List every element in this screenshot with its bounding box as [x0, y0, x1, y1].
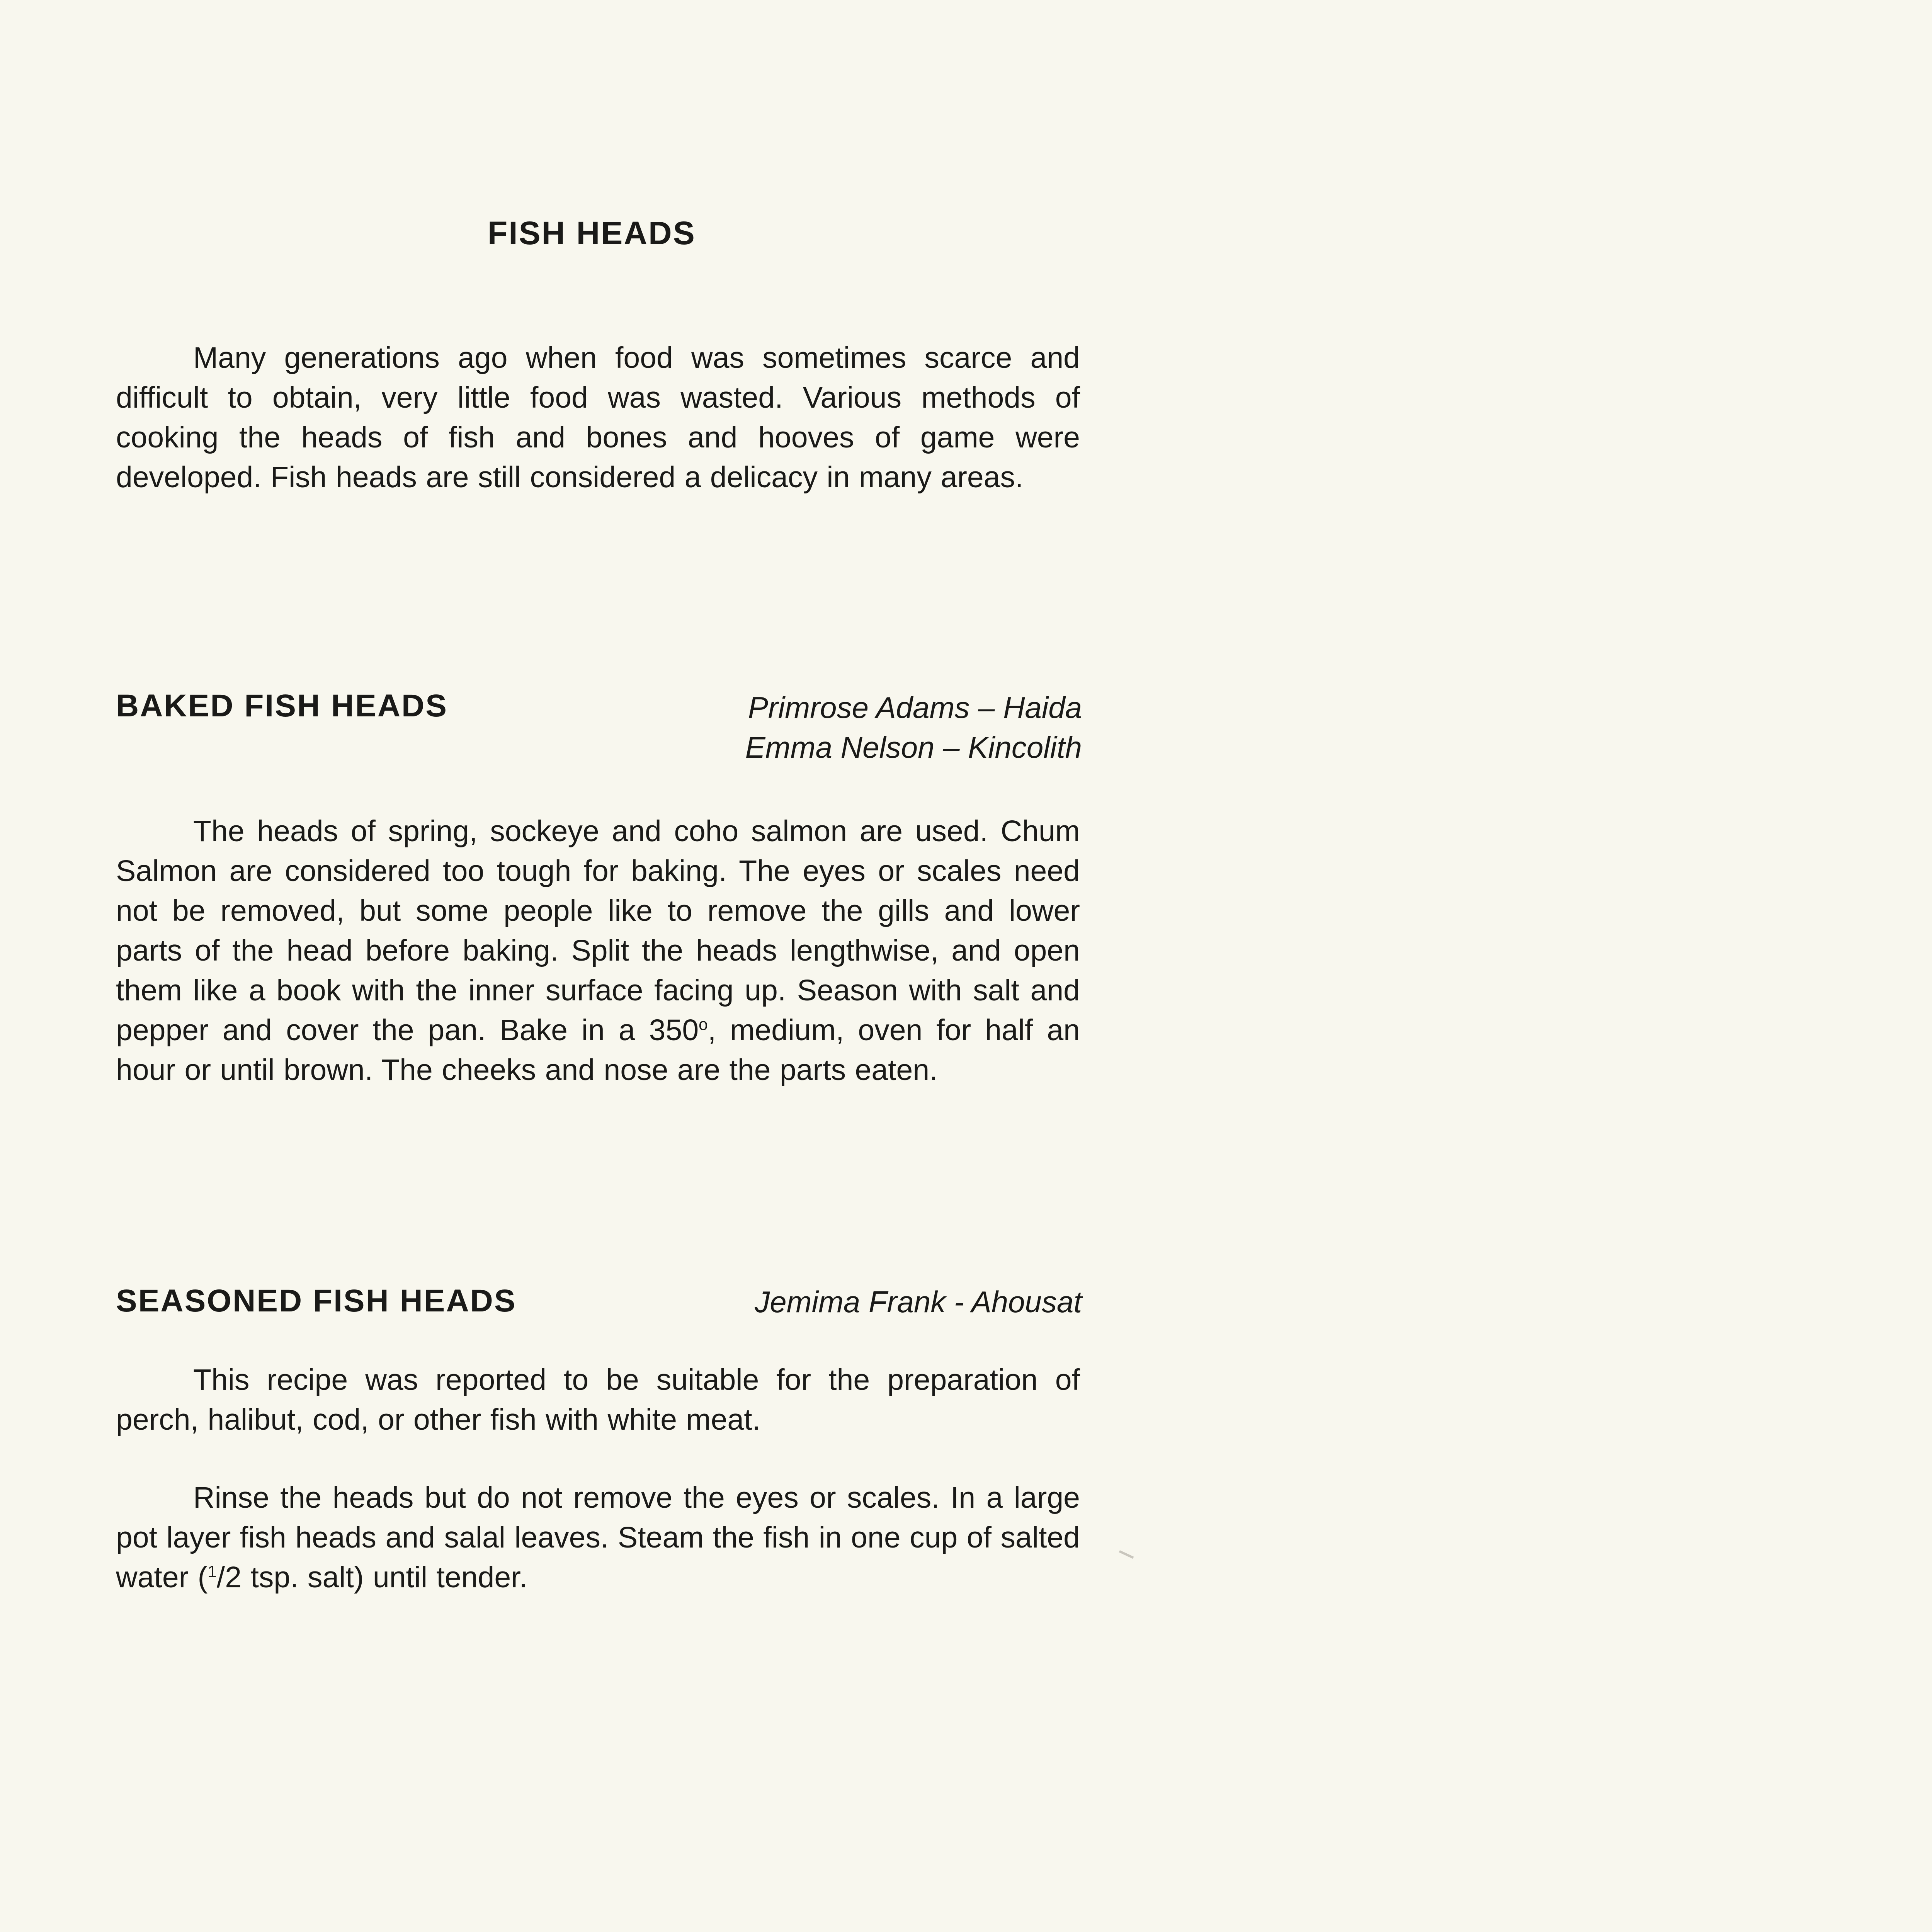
- seasoned-fish-heads-heading: SEASONED FISH HEADS: [116, 1283, 517, 1318]
- seasoned-recipe-paragraph-1: This recipe was reported to be suitable for the preparation of perch, halibut, cod, or other fish with white meat.: [116, 1363, 1080, 1436]
- baked-attribution-line-2: Emma Nelson – Kincolith: [745, 730, 1082, 764]
- baked-attribution-line-1: Primrose Adams – Haida: [748, 690, 1082, 724]
- baked-text-part-1: The heads of spring, sockeye and coho salmon are used. Chum Salmon are considered too tough for baking. The eyes or scales need not be removed, but some people like to remove the gills and lower parts of the head before baking. Split the heads lengthwise, and open them like a book with the inner surface facing up. Season with salt and pepper and cover the pan. Bake in a 350: [116, 815, 1080, 1047]
- degree-mark: o: [699, 1015, 708, 1034]
- stray-mark: [1119, 1550, 1134, 1559]
- seasoned-attribution: Jemima Frank - Ahousat: [755, 1285, 1082, 1319]
- baked-text-part-2: , medium, oven for half an hour or until brown. The cheeks and nose are the parts eaten.: [116, 1014, 1080, 1087]
- baked-attribution: [745, 688, 1082, 767]
- page-title: FISH HEADS: [488, 215, 696, 251]
- baked-recipe-paragraph: [116, 811, 1080, 1090]
- baked-fish-heads-heading: BAKED FISH HEADS: [116, 688, 448, 723]
- seasoned-text-part-1: Rinse the heads but do not remove the eyes or scales. In a large pot layer fish heads and salal leaves. Steam the fish in one cup of salted water (: [116, 1481, 1080, 1594]
- seasoned-text-part-2: /2 tsp. salt) until tender.: [216, 1561, 527, 1594]
- fraction-numerator: 1: [207, 1562, 217, 1581]
- seasoned-recipe-paragraph-2: [116, 1478, 1080, 1597]
- intro-paragraph: Many generations ago when food was sometimes scarce and difficult to obtain, very little food was wasted. Various methods of cooking the heads of fish and bones and hooves of game were developed. Fish heads are still considered a delicacy in many areas.: [116, 341, 1080, 494]
